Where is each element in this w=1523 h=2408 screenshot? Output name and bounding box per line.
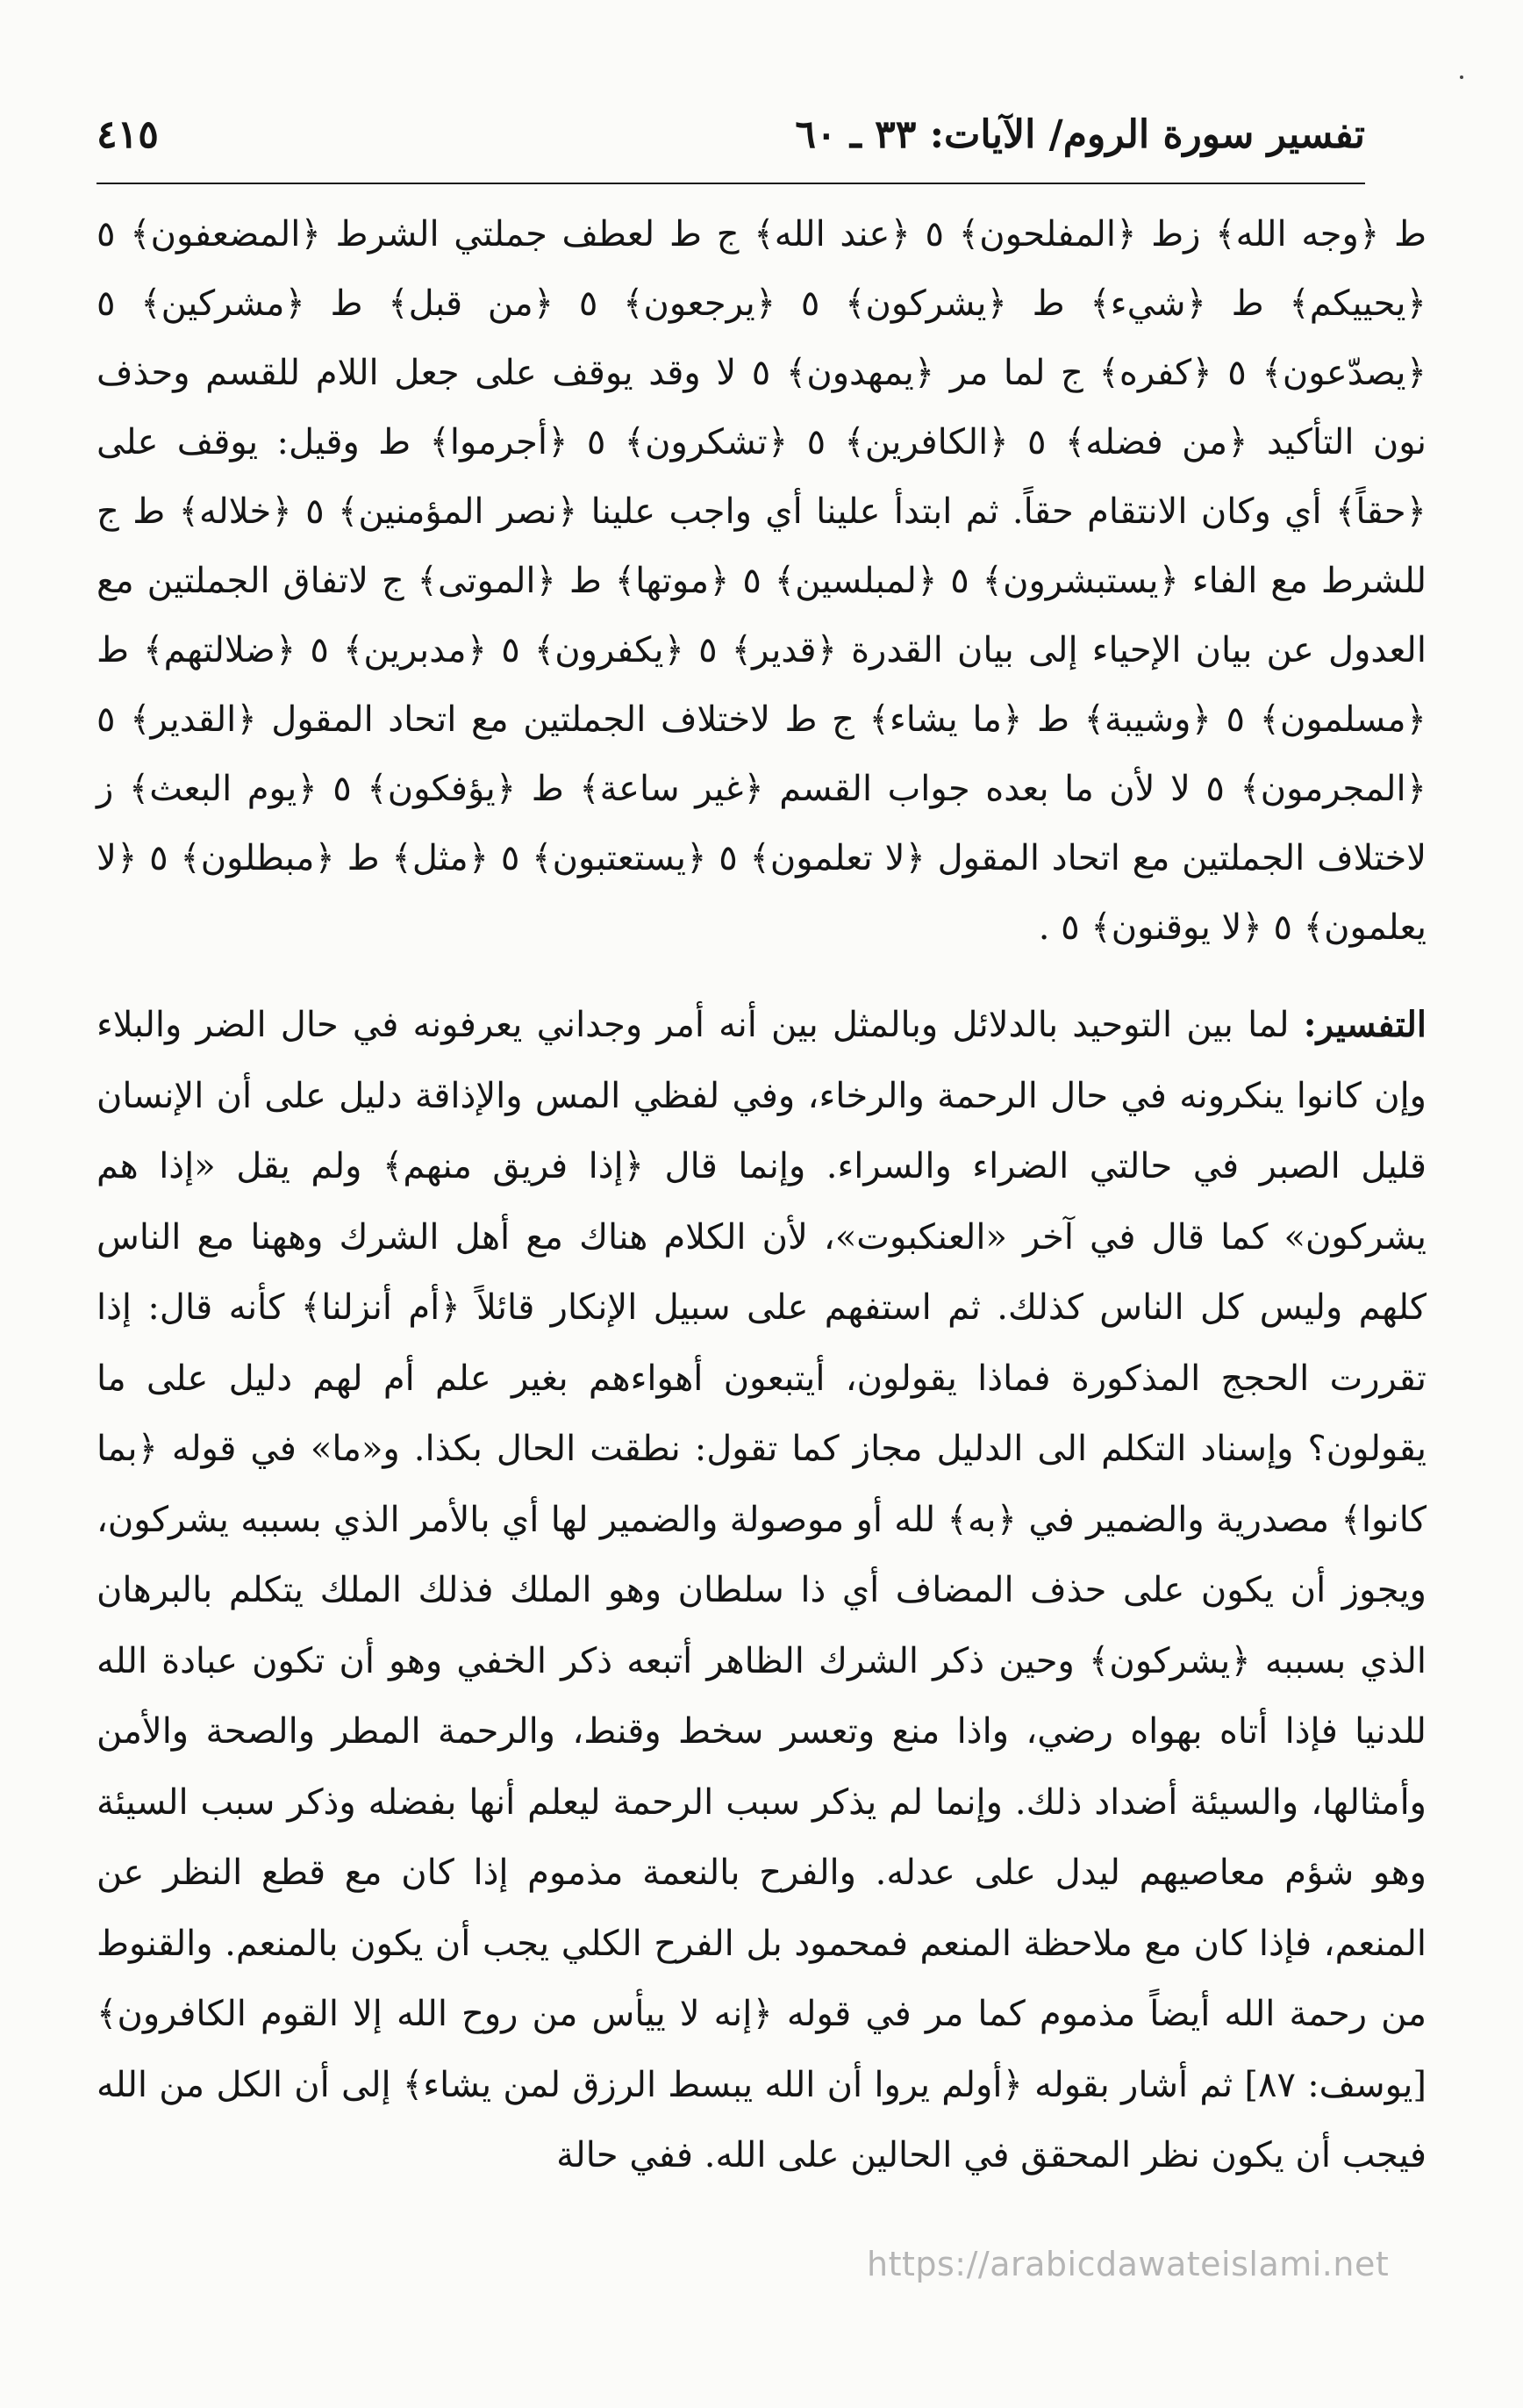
watermark-url: https://arabicdawateislami.net [867,2245,1390,2283]
running-title: تفسير سورة الروم/ الآيات: ٣٣ ـ ٦٠ [795,112,1365,157]
tafsir-paragraph [97,990,1426,2191]
page-header [97,112,1365,184]
page-number: ٤١٥ [97,112,159,157]
tafsir-text: لما بين التوحيد بالدلائل وبالمثل بين أنه أمر وجداني يعرفونه في حال الضر والبلاء وإن كانوا ينكرونه في حال الرحمة والرخاء، وفي لفظي المس والإذاقة دليل على أن الإنسان قليل الصبر في حالتي الضراء والسراء. وإنما قال ﴿إذا فريق منهم﴾ ولم يقل «إذا هم يشركون» كما قال في آخر «العنكبوت»، لأن الكلام هناك مع أهل الشرك وههنا مع الناس كلهم وليس كل الناس كذلك. ثم استفهم على سبيل الإنكار قائلاً ﴿أم أنزلنا﴾ كأنه قال: إذا تقررت الحجج المذكورة فماذا يقولون، أيتبعون أهواءهم بغير علم أم لهم دليل على ما يقولون؟ وإسناد التكلم الى الدليل مجاز كما تقول: نطقت الحال بكذا. و«ما» في قوله ﴿بما كانوا﴾ مصدرية والضمير في ﴿به﴾ لله أو موصولة والضمير لها أي بالأمر الذي بسببه يشركون، ويجوز أن يكون على حذف المضاف أي ذا سلطان وهو الملك فذلك الملك يتكلم بالبرهان الذي بسببه ﴿يشركون﴾ وحين ذكر الشرك الظاهر أتبعه ذكر الخفي وهو أن تكون عبادة الله للدنيا فإذا أتاه بهواه رضي، واذا منع وتعسر سخط وقنط، والرحمة المطر والصحة والأمن وأمثالها، والسيئة أضداد ذلك. وإنما لم يذكر سبب الرحمة ليعلم أنها بفضله وذكر سبب السيئة وهو شؤم معاصيهم ليدل على عدله. والفرح بالنعمة مذموم إذا كان مع قطع النظر عن المنعم، فإذا كان مع ملاحظة المنعم فمحمود بل الفرح الكلي يجب أن يكون بالمنعم. والقنوط من رحمة الله أيضاً مذموم كما مر في قوله ﴿إنه لا ييأس من روح الله إلا القوم الكافرون﴾ [يوسف: ٨٧] ثم أشار بقوله ﴿أولم يروا أن الله يبسط الرزق لمن يشاء﴾ إلى أن الكل من الله فيجب أن يكون نظر المحقق في الحالين على الله. ففي حالة [97,1005,1426,2175]
stop-marks-paragraph: ط ﴿وجه الله﴾ زط ﴿المفلحون﴾ ٥ ﴿عند الله﴾ ج ط لعطف جملتي الشرط ﴿المضعفون﴾ ٥ ﴿يحييكم﴾ ط ﴿شيء﴾ ط ﴿يشركون﴾ ٥ ﴿يرجعون﴾ ٥ ﴿من قبل﴾ ط ﴿مشركين﴾ ٥ ﴿يصدّعون﴾ ٥ ﴿كفره﴾ ج لما مر ﴿يمهدون﴾ ٥ لا وقد يوقف على جعل اللام للقسم وحذف نون التأكيد ﴿من فضله﴾ ٥ ﴿الكافرين﴾ ٥ ﴿تشكرون﴾ ٥ ﴿أجرموا﴾ ط وقيل: يوقف على ﴿حقاً﴾ أي وكان الانتقام حقاً. ثم ابتدأ علينا أي واجب علينا ﴿نصر المؤمنين﴾ ٥ ﴿خلاله﴾ ط ج للشرط مع الفاء ﴿يستبشرون﴾ ٥ ﴿لمبلسين﴾ ٥ ﴿موتها﴾ ط ﴿الموتى﴾ ج لاتفاق الجملتين مع العدول عن بيان الإحياء إلى بيان القدرة ﴿قدير﴾ ٥ ﴿يكفرون﴾ ٥ ﴿مدبرين﴾ ٥ ﴿ضلالتهم﴾ ط ﴿مسلمون﴾ ٥ ﴿وشيبة﴾ ط ﴿ما يشاء﴾ ج ط لاختلاف الجملتين مع اتحاد المقول ﴿القدير﴾ ٥ ﴿المجرمون﴾ ٥ لا لأن ما بعده جواب القسم ﴿غير ساعة﴾ ط ﴿يؤفكون﴾ ٥ ﴿يوم البعث﴾ ز لاختلاف الجملتين مع اتحاد المقول ﴿لا تعلمون﴾ ٥ ﴿يستعتبون﴾ ٥ ﴿مثل﴾ ط ﴿مبطلون﴾ ٥ ﴿لا يعلمون﴾ ٥ ﴿لا يوقنون﴾ ٥ . [97,214,1427,948]
scan-speck [1460,75,1463,79]
tafsir-label: التفسير: [1303,1004,1426,1045]
